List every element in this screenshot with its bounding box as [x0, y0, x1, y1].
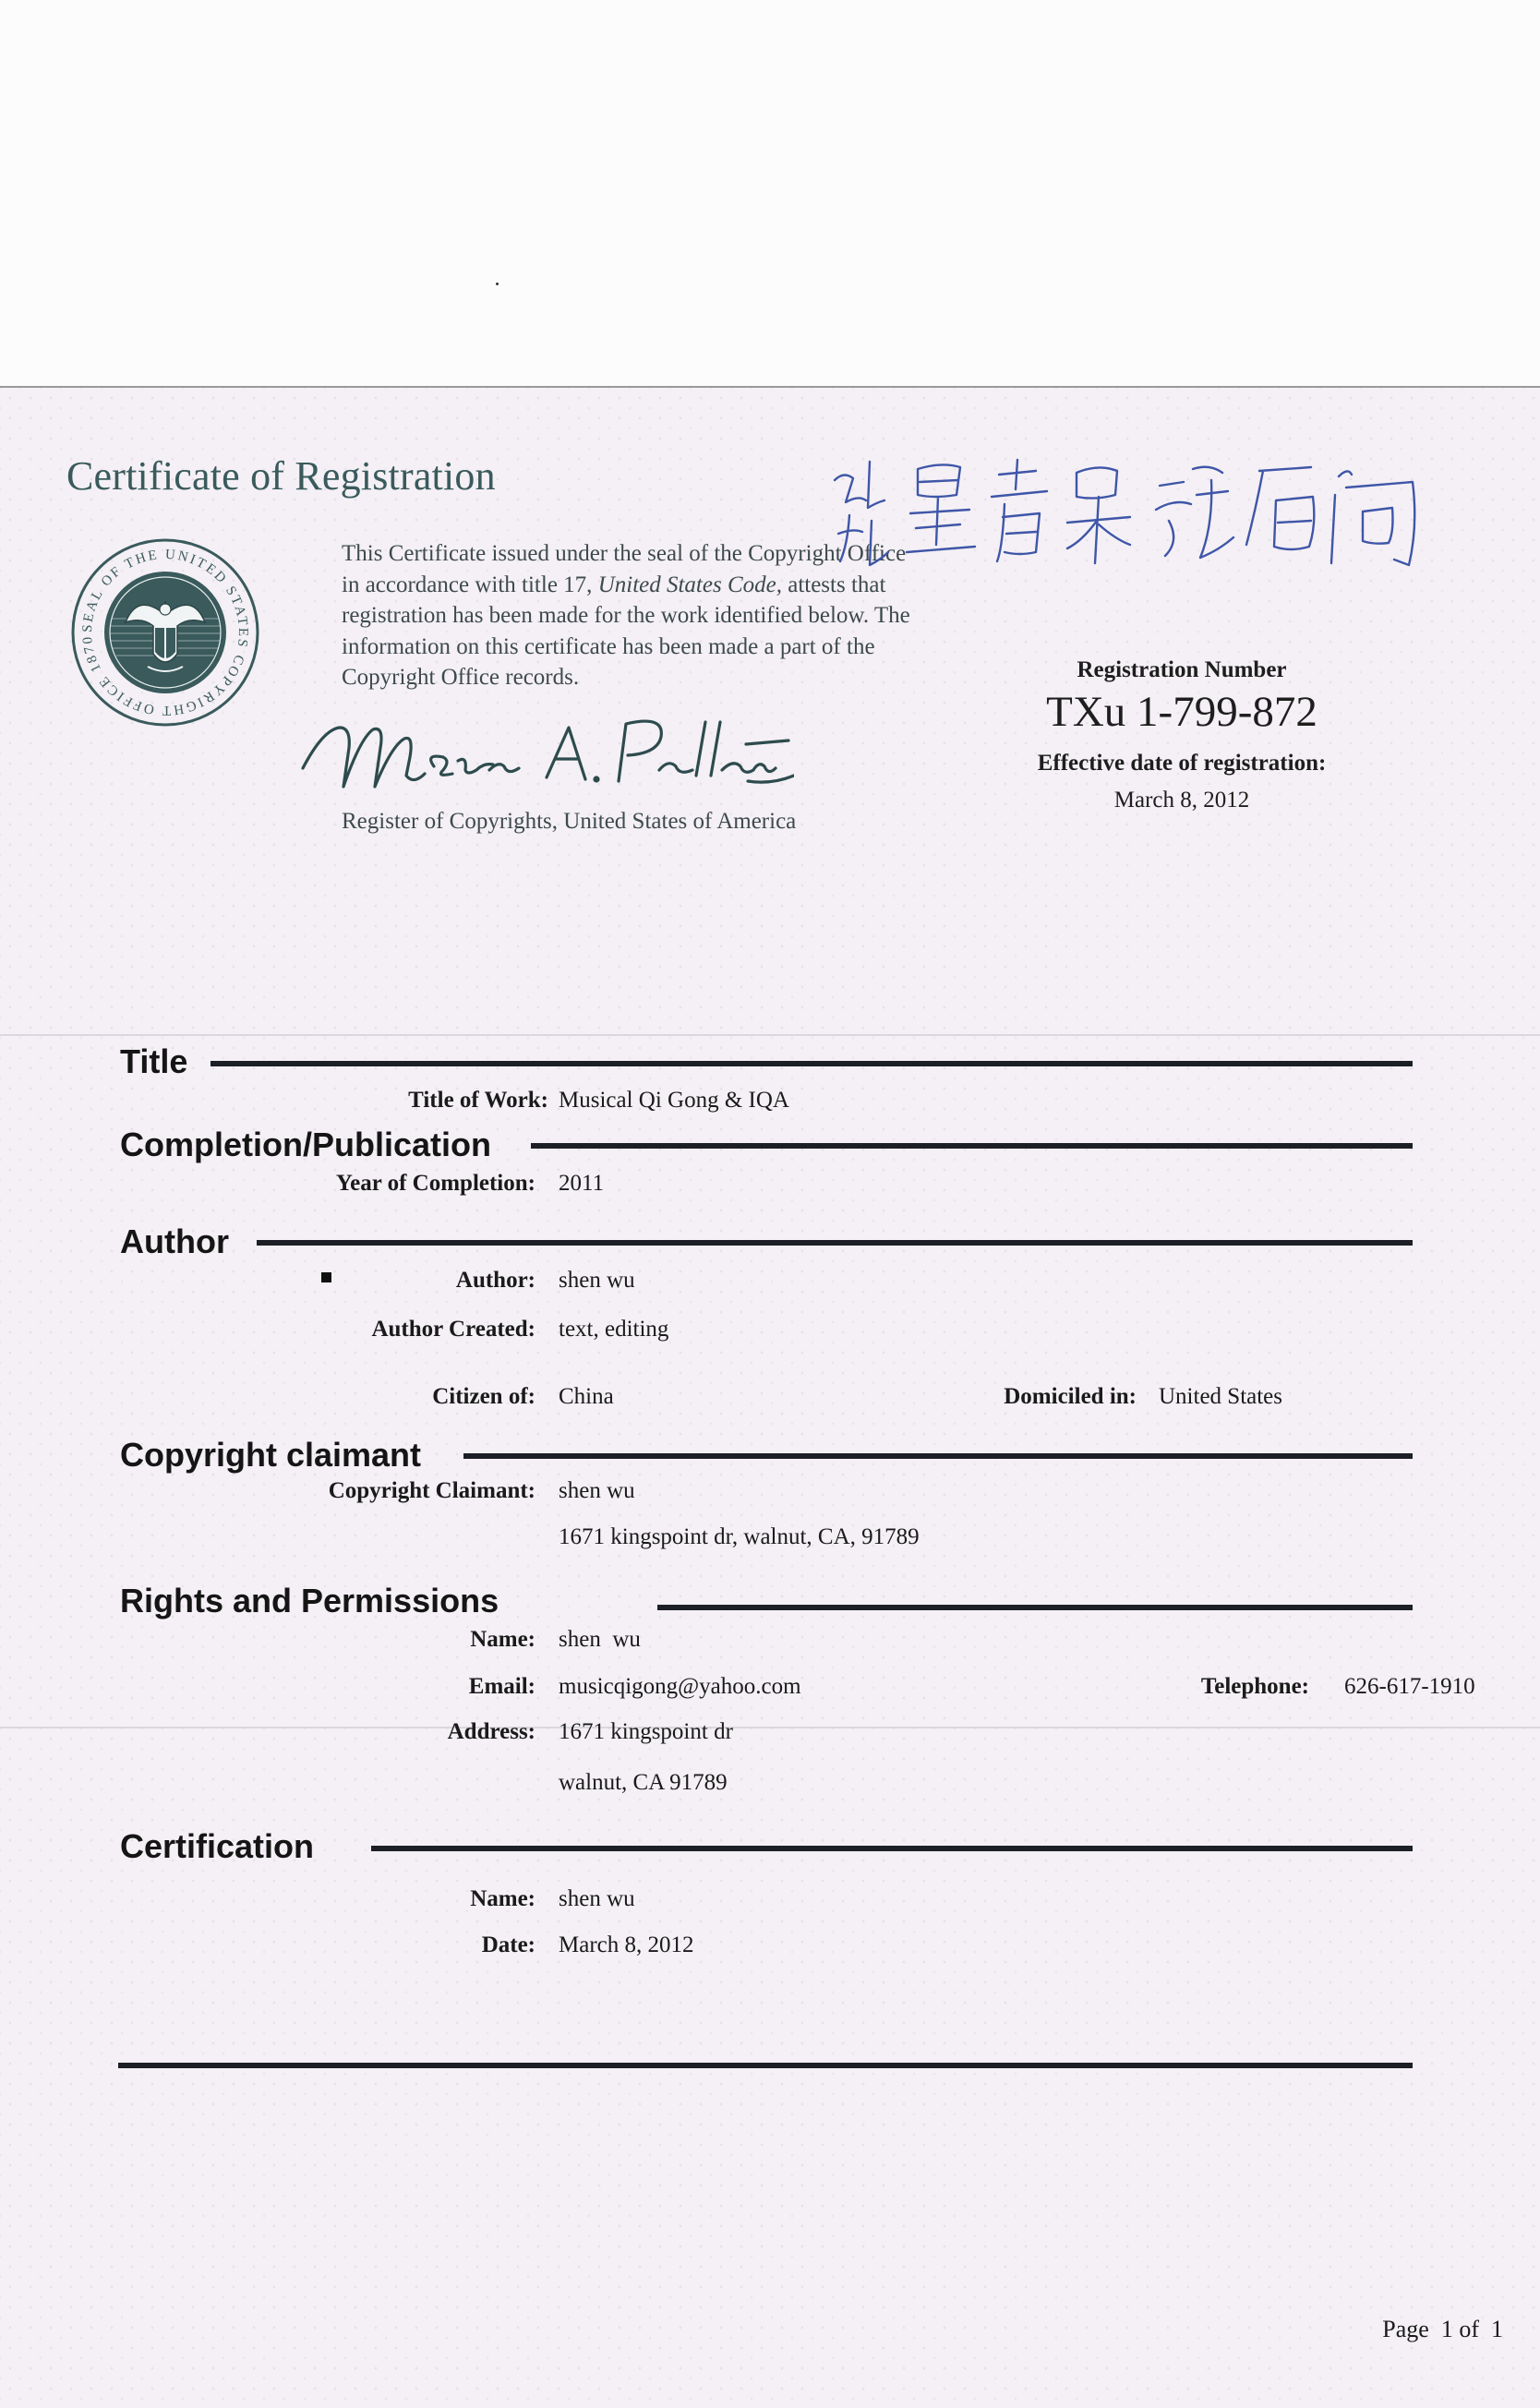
certification-name-label: Name: — [470, 1886, 535, 1911]
year-of-completion-value: 2011 — [559, 1171, 605, 1196]
intro-code: United States Code, — [597, 572, 782, 597]
section-completion-heading: Completion/Publication — [120, 1126, 491, 1163]
fold-line — [0, 1727, 1540, 1728]
section-rule — [211, 1061, 1413, 1066]
speck — [496, 283, 499, 285]
rights-email-label: Email: — [468, 1674, 535, 1699]
fold-line — [0, 1034, 1540, 1036]
section-rights-heading: Rights and Permissions — [120, 1582, 499, 1619]
certification-date-value: March 8, 2012 — [559, 1932, 694, 1957]
year-of-completion-label: Year of Completion: — [335, 1171, 535, 1196]
register-signature — [295, 702, 794, 803]
section-rule — [371, 1846, 1413, 1851]
domiciled-in-label: Domiciled in: — [1004, 1384, 1137, 1409]
certification-date-label: Date: — [481, 1932, 535, 1957]
section-claimant-heading: Copyright claimant — [120, 1436, 422, 1474]
section-rule — [657, 1605, 1413, 1610]
title-of-work-label: Title of Work: — [408, 1088, 548, 1113]
section-certification-heading: Certification — [120, 1827, 315, 1865]
effective-date: March 8, 2012 — [1113, 788, 1250, 813]
intro-text: This Certificate issued under the seal of the Copyright Office in accordance with title 17, — [342, 541, 907, 597]
section-rule — [463, 1453, 1413, 1459]
author-value: shen wu — [559, 1268, 635, 1293]
rights-name-value: shen wu — [559, 1627, 641, 1652]
author-bullet — [321, 1272, 331, 1282]
registration-number: TXu 1-799-872 — [1046, 688, 1317, 736]
certificate-heading: Certificate of Registration — [66, 453, 496, 499]
rights-address-line1: 1671 kingspoint dr — [559, 1719, 733, 1744]
rights-name-label: Name: — [470, 1627, 535, 1652]
citizen-of-label: Citizen of: — [432, 1384, 535, 1409]
rights-telephone-value: 626-617-1910 — [1344, 1674, 1475, 1699]
blank-margin — [0, 0, 1540, 388]
citizen-of-value: China — [559, 1384, 614, 1409]
claimant-address-value: 1671 kingspoint dr, walnut, CA, 91789 — [559, 1524, 920, 1549]
author-created-label: Author Created: — [371, 1317, 535, 1342]
domiciled-in-value: United States — [1159, 1384, 1283, 1409]
rights-address-line2: walnut, CA 91789 — [559, 1770, 728, 1795]
copyright-claimant-label: Copyright Claimant: — [328, 1478, 535, 1503]
rights-email-value: musicqigong@yahoo.com — [559, 1674, 801, 1699]
registration-box — [997, 657, 1366, 813]
copyright-claimant-value: shen wu — [559, 1478, 635, 1503]
author-label: Author: — [455, 1268, 535, 1293]
register-title: Register of Copyrights, United States of America — [342, 809, 797, 834]
effective-date-label: Effective date of registration: — [1037, 751, 1327, 776]
seal-text: SEAL OF THE UNITED STATES COPYRIGHT OFFICE 1870 — [79, 547, 251, 718]
certification-name-value: shen wu — [559, 1886, 635, 1911]
author-created-value: text, editing — [559, 1317, 669, 1342]
section-author-heading: Author — [120, 1222, 229, 1260]
section-rule — [257, 1240, 1413, 1246]
intro-text-continued: attests that registration has been made for the work identified below. The information on this certificate has been made a part of the Copyright Office records. — [342, 572, 910, 690]
rights-telephone-label: Telephone: — [1200, 1674, 1309, 1699]
handwritten-note — [822, 443, 1431, 582]
section-rule — [531, 1143, 1413, 1149]
rights-address-label: Address: — [447, 1719, 535, 1744]
title-of-work-value: Musical Qi Gong & IQA — [559, 1088, 789, 1113]
section-title-heading: Title — [120, 1042, 188, 1080]
registration-number-label: Registration Number — [1077, 657, 1287, 682]
page-number: Page 1 of 1 — [1382, 2316, 1503, 2342]
copyright-office-seal-icon — [70, 537, 260, 728]
closing-rule — [118, 2063, 1413, 2068]
